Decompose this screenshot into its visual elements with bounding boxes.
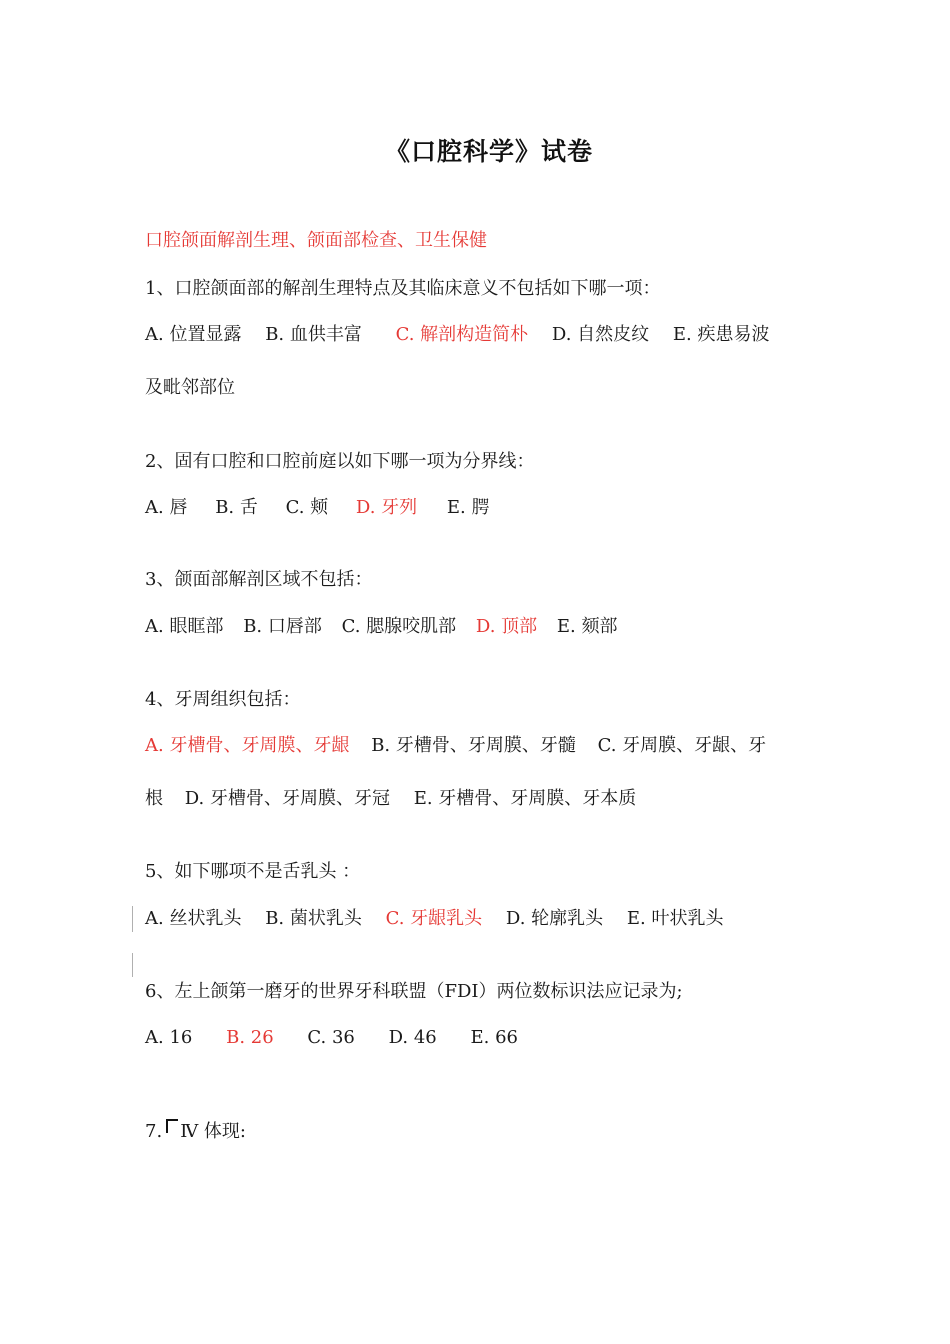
question-6-text: 6、左上颌第一磨牙的世界牙科联盟（FDI）两位数标识法应记录为;	[145, 981, 683, 1002]
q2-option-a: A. 唇	[145, 497, 188, 518]
q4-option-e: E. 牙槽骨、牙周膜、牙本质	[413, 788, 637, 809]
question-1-options-wrap: 及毗邻部位	[145, 377, 235, 398]
corner-bracket-icon	[166, 1119, 178, 1133]
question-6-options	[145, 1026, 536, 1050]
q5-option-c: C. 牙龈乳头	[385, 908, 483, 929]
question-3-text: 3、颌面部解剖区域不包括：	[145, 569, 373, 590]
question-5-text: 5、如下哪项不是舌乳头 ：	[145, 861, 361, 882]
page-title: 《口腔科学》试卷	[384, 137, 593, 166]
q1-option-d: D. 自然皮纹	[551, 324, 650, 345]
question-4-text: 4、牙周组织包括：	[145, 689, 301, 710]
q3-option-e: E. 颏部	[556, 616, 618, 637]
margin-bar	[132, 953, 133, 977]
q2-option-e: E. 腭	[446, 497, 490, 518]
question-4-options	[145, 734, 784, 758]
section-heading: 口腔颌面解剖生理、颌面部检查、卫生保健	[145, 230, 487, 251]
q1-option-c: C. 解剖构造简朴	[395, 324, 529, 345]
question-1-options	[145, 323, 787, 347]
question-2-text: 2、固有口腔和口腔前庭以如下哪一项为分界线：	[145, 451, 535, 472]
q3-option-a: A. 眼眶部	[145, 616, 224, 637]
q4-option-c: C. 牙周膜、牙龈、牙	[597, 735, 767, 756]
q4-option-b: B. 牙槽骨、牙周膜、牙髓	[371, 735, 576, 756]
question-3-options	[145, 615, 635, 639]
q2-option-b: B. 舌	[215, 497, 258, 518]
q4-option-a: A. 牙槽骨、牙周膜、牙龈	[145, 735, 350, 756]
q4-option-d: D. 牙槽骨、牙周膜、牙冠	[184, 788, 390, 809]
q2-option-d: D. 牙列	[355, 497, 418, 518]
q3-option-b: B. 口唇部	[243, 616, 322, 637]
question-4-options-wrap	[145, 787, 654, 811]
q7-rest: Ⅳ 体现:	[180, 1121, 246, 1142]
q6-option-a: A. 16	[145, 1027, 193, 1048]
q6-option-d: D. 46	[388, 1027, 437, 1048]
question-2-options	[145, 496, 507, 520]
q6-option-b: B. 26	[226, 1027, 274, 1048]
q6-option-c: C. 36	[307, 1027, 355, 1048]
margin-bar	[132, 906, 133, 932]
q7-number: 7.	[145, 1121, 163, 1142]
q3-option-d: D. 顶部	[475, 616, 538, 637]
q1-option-b: B. 血供丰富	[265, 324, 362, 345]
q1-option-a: A. 位置显露	[145, 324, 242, 345]
q5-option-b: B. 菌状乳头	[265, 908, 362, 929]
q6-option-e: E. 66	[470, 1027, 518, 1048]
q2-option-c: C. 颊	[285, 497, 329, 518]
q4-option-c-cont: 根	[145, 788, 163, 809]
q5-option-e: E. 叶状乳头	[626, 908, 724, 929]
q5-option-a: A. 丝状乳头	[145, 908, 242, 929]
question-1-text: 1、口腔颌面部的解剖生理特点及其临床意义不包括如下哪一项：	[145, 278, 661, 299]
q1-option-e: E. 疾患易波	[672, 324, 770, 345]
question-7-text	[145, 1119, 246, 1144]
q5-option-d: D. 轮廓乳头	[505, 908, 604, 929]
q3-option-c: C. 腮腺咬肌部	[341, 616, 457, 637]
question-5-options	[145, 907, 741, 931]
